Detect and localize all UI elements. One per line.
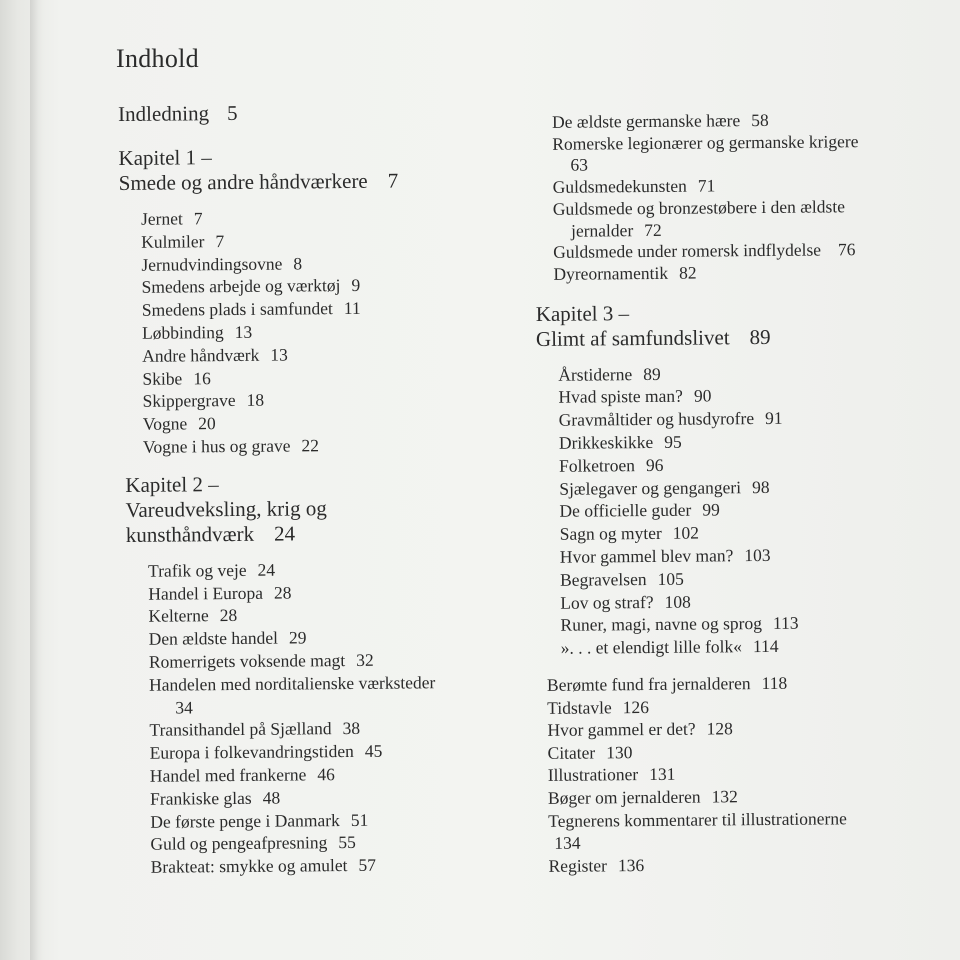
list-item: Den ældste handel 29 [148,627,307,649]
chapter-3-title: Glimt af samfundslivet [535,324,730,351]
list-item: Sagn og myter 102 [559,522,700,544]
toc-intro-title: Indledning [118,101,210,126]
list-item: Kelterne 28 [148,605,238,627]
list-item: Handelen med norditalienske værksteder 34 [148,672,436,718]
list-item: Smedens arbejde og værktøj 9 [141,275,361,298]
list-item: Illustrationer 131 [547,764,676,786]
list-item: Citater 130 [547,741,633,763]
list-item: Løbbinding 13 [141,321,253,343]
list-item: De ældste germanske hære 58 [551,109,769,132]
chapter-3-heading [536,298,916,351]
list-item: Begravelsen 105 [559,568,684,590]
back-matter-entries [547,671,921,878]
list-item: Guldsmedekunsten 71 [552,175,716,197]
list-item: Bøger om jernalderen 132 [547,786,738,808]
book-gutter-shadow [30,0,44,960]
chapter-2-page: 24 [273,521,296,546]
chapter-2-title-line1: Vareudveksling, krig og [125,495,327,522]
chapter-2-heading [125,469,512,547]
list-item: Andre håndværk 13 [142,344,288,366]
list-item: Jernet 7 [140,208,203,229]
list-item: Register 136 [548,854,645,876]
toc-intro-entry [118,99,508,127]
toc-intro-page: 5 [226,100,238,126]
chapter-1-entries [141,205,511,459]
chapter-2-entries-continued [552,109,916,286]
list-item: Dyreornamentik 82 [553,262,697,284]
list-item: Kulmiler 7 [141,230,225,252]
list-item: Hvor gammel blev man? 103 [559,544,771,567]
list-item: Tegnerens kommentarer til illustrationerne 134 [548,807,847,853]
list-item: Trafik og veje 24 [148,559,276,581]
list-item: Romerrigets voksende magt 32 [148,649,374,672]
list-item: Europa i folkevandringstiden 45 [149,740,383,763]
list-item: Folketroen 96 [558,454,664,476]
chapter-1-heading [118,143,508,196]
list-item: Handel med frankerne 46 [149,764,335,786]
list-item: Smedens plads i samfundet 11 [141,298,361,320]
list-item: Runer, magi, navne og sprog 113 [560,613,799,636]
chapter-3-entries [558,360,919,659]
list-item: Drikkeskikke 95 [558,431,682,453]
list-item: Hvad spiste man? 90 [558,385,712,408]
list-item: Berømte fund fra jernalderen 118 [546,672,788,695]
list-item: Brakteat: smykke og amulet 57 [150,854,377,877]
list-item: Guldsmede under romersk indflydelse 76 [553,239,856,263]
list-item: Gravmåltider og husdyrofre 91 [558,408,783,431]
chapter-1-title: Smede og andre håndværkere [118,168,368,195]
chapter-2-entries [148,556,515,878]
chapter-1-label: Kapitel 1 – [118,145,212,170]
list-item: Jernudvindingsovne 8 [141,252,303,275]
list-item: Lov og straf? 108 [560,591,691,613]
toc-right-column [534,109,921,878]
chapter-2-label: Kapitel 2 – [125,471,219,497]
list-item: Guldsmede og bronzestøbere i den ældste jernalder 72 [552,196,846,241]
toc-left-column [118,99,515,893]
list-item: De officielle guder 99 [559,499,720,522]
chapter-3-page: 89 [749,324,771,349]
list-item: Vogne i hus og grave 22 [142,435,320,457]
chapter-2-title-line2: kunsthåndværk [125,521,255,547]
list-item: ». . . et elendigt lille folk« 114 [560,636,779,658]
list-item: Hvor gammel er det? 128 [547,718,733,741]
list-item: Skippergrave 18 [142,390,265,412]
chapter-1-page: 7 [387,168,399,193]
list-item: Årstiderne 89 [558,363,661,385]
page-title: Indhold [116,44,199,73]
list-item: Tidstavle 126 [547,696,650,718]
list-item: De første penge i Danmark 51 [150,809,369,832]
list-item: Vogne 20 [142,413,216,434]
list-item: Frankiske glas 48 [149,787,281,809]
list-item: Sjælegaver og gengangeri 98 [559,476,770,499]
list-item: Guld og pengeafpresning 55 [150,832,356,855]
chapter-3-label: Kapitel 3 – [535,300,630,326]
list-item: Transithandel på Sjælland 38 [149,718,361,741]
list-item: Handel i Europa 28 [148,582,292,604]
list-item: Skibe 16 [142,367,211,389]
list-item: Romerske legionærer og germanske krigere 63 [552,130,859,176]
